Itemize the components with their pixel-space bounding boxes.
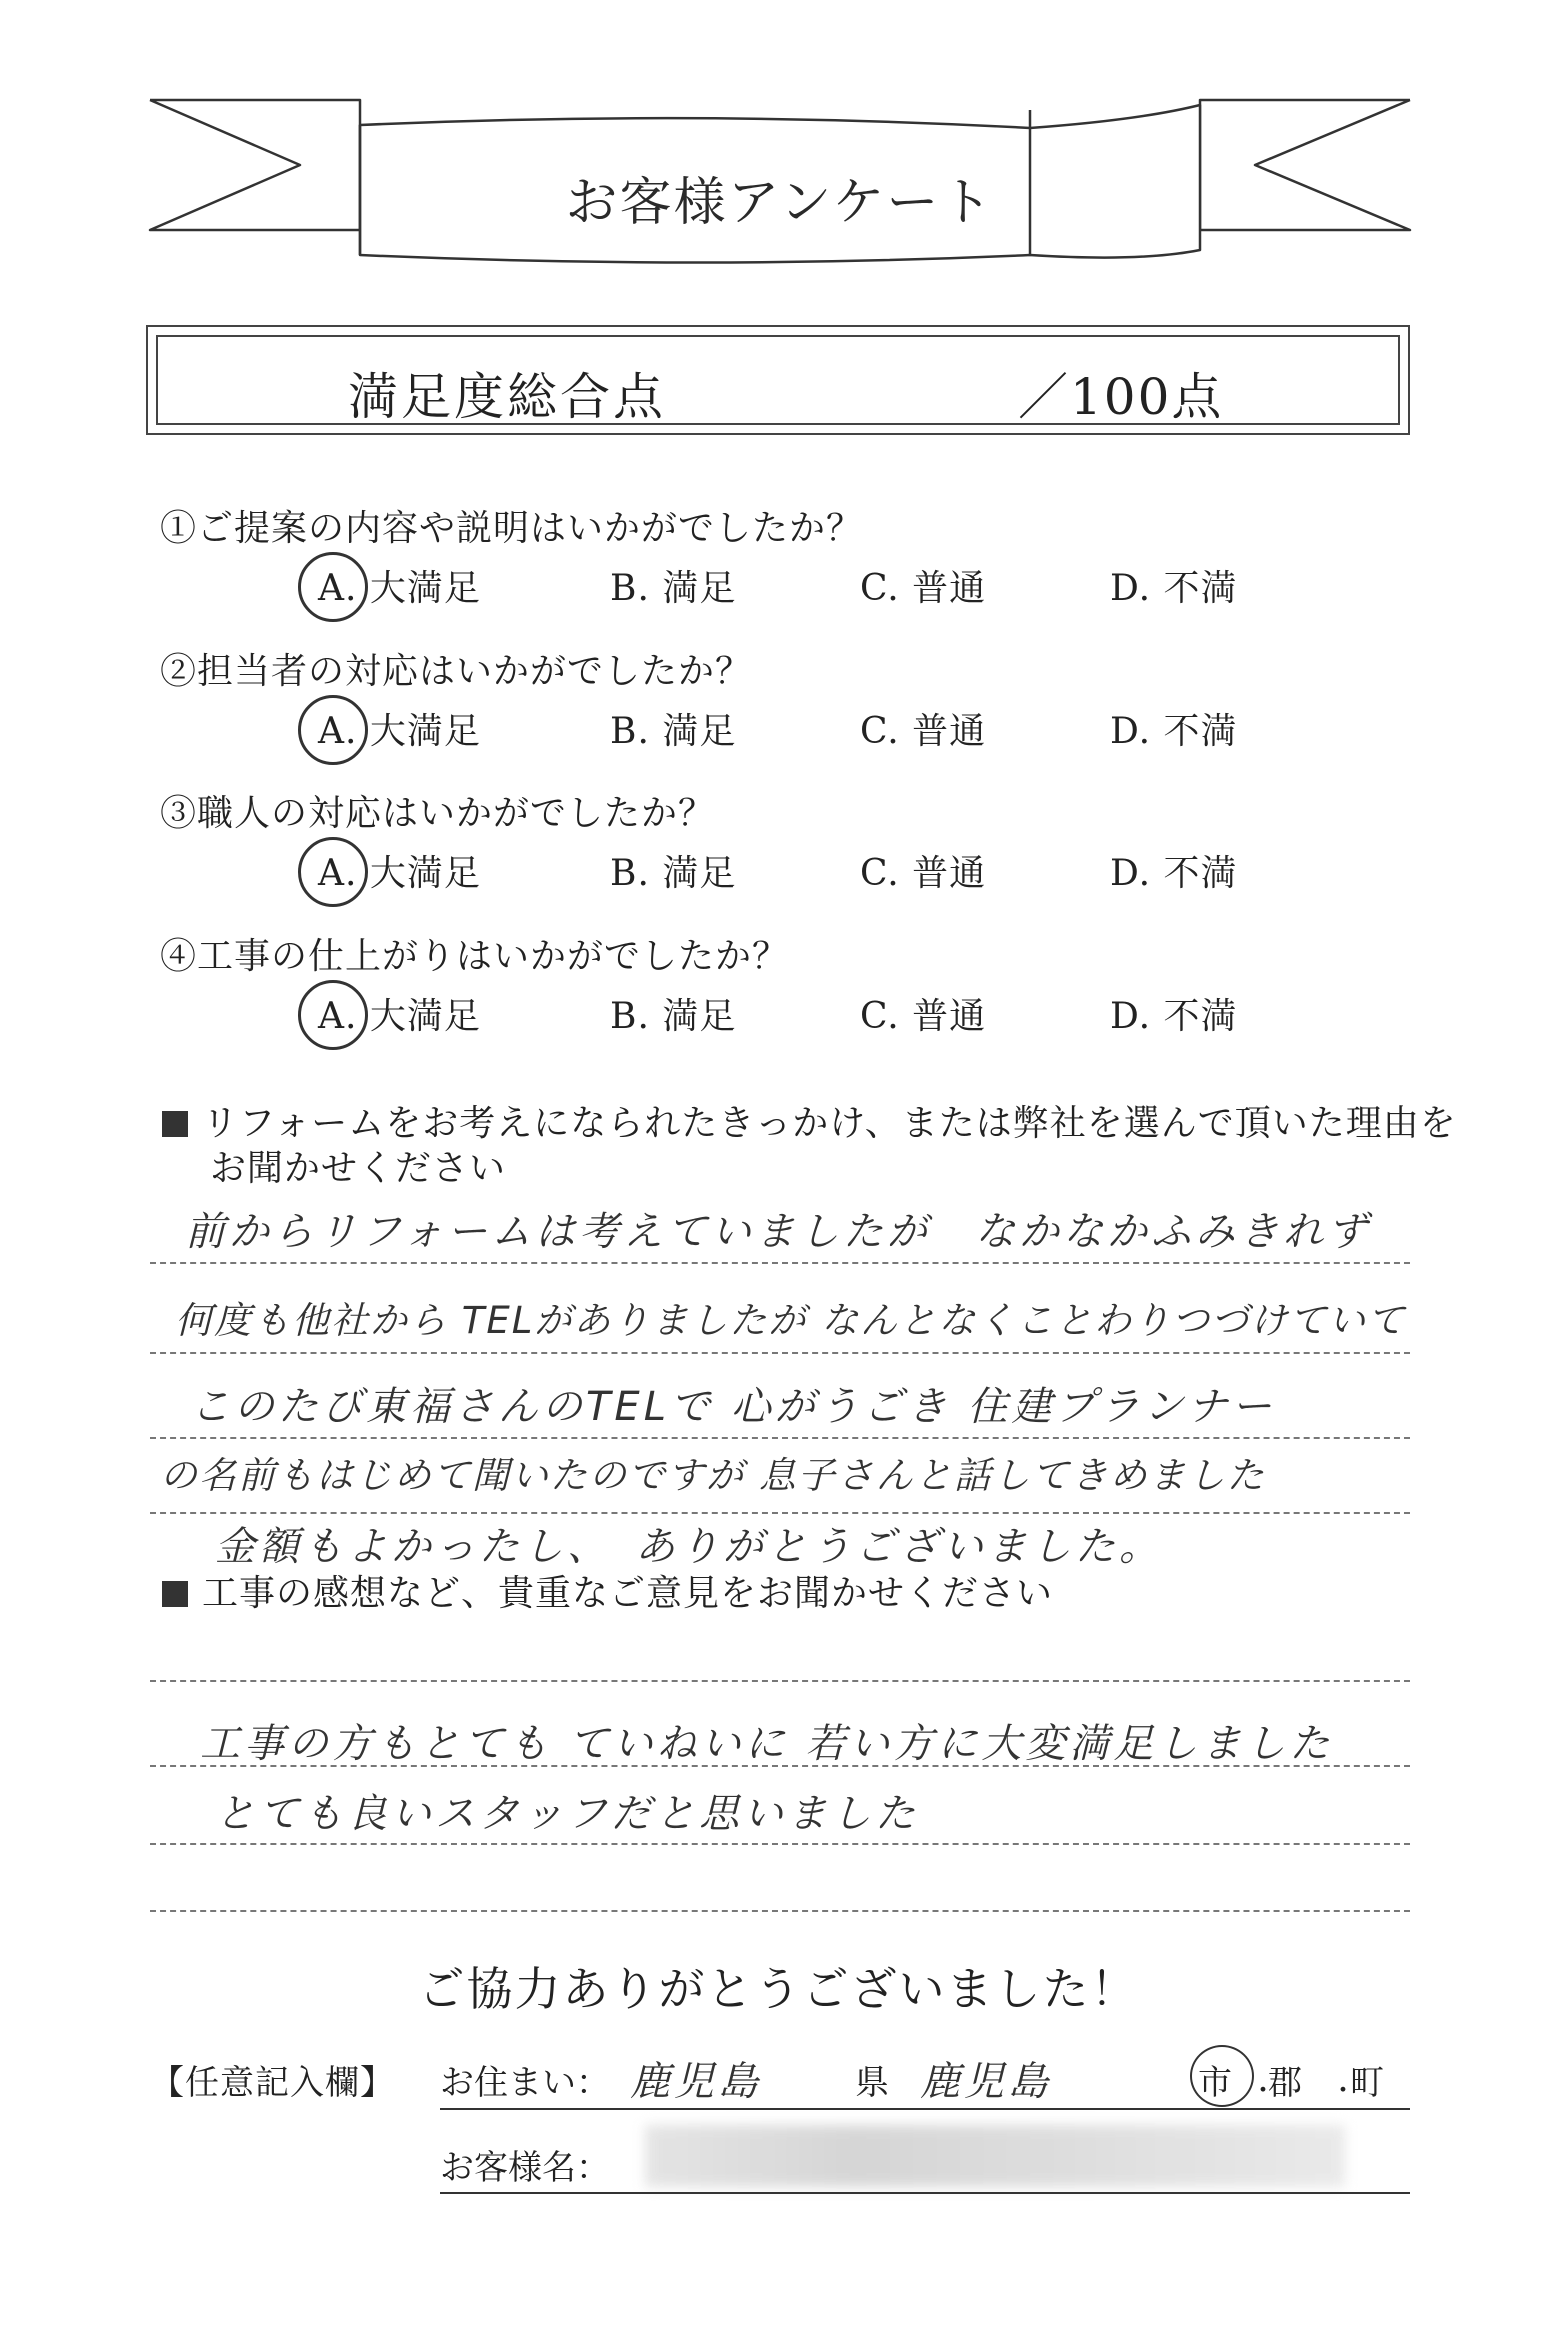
page-title: お客様アンケート: [565, 173, 995, 233]
answer2-rule-1: [150, 1680, 1410, 1682]
answer1-rule-3: [150, 1437, 1410, 1439]
question-4: ④工事の仕上がりはいかがでしたか？: [160, 936, 790, 977]
section1-subheading: お聞かせください: [210, 1148, 507, 1189]
score-box: [146, 325, 1410, 435]
city-value[interactable]: 鹿児島: [920, 2059, 1052, 2105]
answer1-rule-2: [150, 1352, 1410, 1354]
question-3: ③職人の対応はいかがでしたか？: [160, 793, 716, 834]
choice-d-q3[interactable]: D. 不満: [1110, 853, 1238, 894]
section2-heading-text: 工事の感想など、貴重なご意見をお聞かせください: [202, 1573, 1054, 1614]
choice-d-q4[interactable]: D. 不満: [1110, 996, 1238, 1037]
address-underline: [440, 2108, 1410, 2110]
choice-b-q2[interactable]: B. 満足: [610, 711, 737, 752]
answer2-rule-2: [150, 1765, 1410, 1767]
answer1-rule-4: [150, 1512, 1410, 1514]
answer2-rule-3: [150, 1843, 1410, 1845]
separator-dot: ・: [1330, 2076, 1357, 2106]
separator-dot: ・: [1250, 2076, 1277, 2106]
choice-c-q2[interactable]: C. 普通: [860, 711, 987, 752]
answer1-line-1: 前からリフォームは考えていましたが なかなかふみきれず: [185, 1209, 1371, 1255]
answer2-line-1: 工事の方もとても ていねいに 若い方に大変満足しました: [200, 1721, 1334, 1767]
section1-heading: [162, 1095, 1457, 1146]
choice-d-q2[interactable]: D. 不満: [1110, 711, 1238, 752]
choice-c-q1[interactable]: C. 普通: [860, 568, 987, 609]
city-type-gun[interactable]: 郡: [1268, 2063, 1302, 2103]
answer2-line-2: とても良いスタッフだと思いました: [215, 1791, 919, 1837]
optional-label: 【任意記入欄】: [150, 2063, 395, 2103]
answer2-rule-4: [150, 1910, 1410, 1912]
answer1-line-3: このたび東福さんのTELで 心がうごき 住建プランナー: [190, 1384, 1276, 1430]
name-underline: [440, 2192, 1410, 2194]
choice-b-q3[interactable]: B. 満足: [610, 853, 737, 894]
choice-d-q1[interactable]: D. 不満: [1110, 568, 1238, 609]
prefecture-suffix: 県: [855, 2063, 889, 2103]
choice-a-q3[interactable]: A. 大満足: [318, 853, 481, 894]
choice-c-q4[interactable]: C. 普通: [860, 996, 987, 1037]
answer1-line-2: 何度も他社から TELがありましたが なんとなくことわりつづけていて: [175, 1299, 1407, 1342]
prefecture-value[interactable]: 鹿児島: [630, 2059, 762, 2105]
redacted-name: [645, 2125, 1345, 2187]
answer1-rule-1: [150, 1262, 1410, 1264]
section1-heading-text: リフォームをお考えになられたきっかけ、または弊社を選んで頂いた理由を: [202, 1103, 1457, 1144]
choice-b-q1[interactable]: B. 満足: [610, 568, 737, 609]
answer1-line-4: の名前もはじめて聞いたのですが 息子さんと話してきめました: [160, 1454, 1266, 1497]
address-label: お住まい：: [440, 2063, 610, 2103]
answer1-line-5: 金額もよかったし、 ありがとうございました。: [215, 1524, 1163, 1570]
city-type-shi[interactable]: 市: [1198, 2063, 1232, 2103]
question-2: ②担当者の対応はいかがでしたか？: [160, 651, 753, 692]
name-label: お客様名：: [440, 2148, 610, 2188]
choice-a-q2[interactable]: A. 大満足: [318, 711, 481, 752]
score-max: ／100点: [1018, 368, 1224, 426]
choice-a-q1[interactable]: A. 大満足: [318, 568, 481, 609]
choice-b-q4[interactable]: B. 満足: [610, 996, 737, 1037]
city-type-cho[interactable]: 町: [1350, 2063, 1384, 2103]
choice-a-q4[interactable]: A. 大満足: [318, 996, 481, 1037]
section2-heading: [162, 1565, 1053, 1616]
square-bullet-icon: [162, 1581, 188, 1607]
question-1: ①ご提案の内容や説明はいかがでしたか？: [160, 508, 864, 549]
choice-c-q3[interactable]: C. 普通: [860, 853, 987, 894]
square-bullet-icon: [162, 1111, 188, 1137]
thanks-message: ご協力ありがとうございました！: [418, 1962, 1139, 2016]
score-label: 満足度総合点: [348, 368, 666, 426]
